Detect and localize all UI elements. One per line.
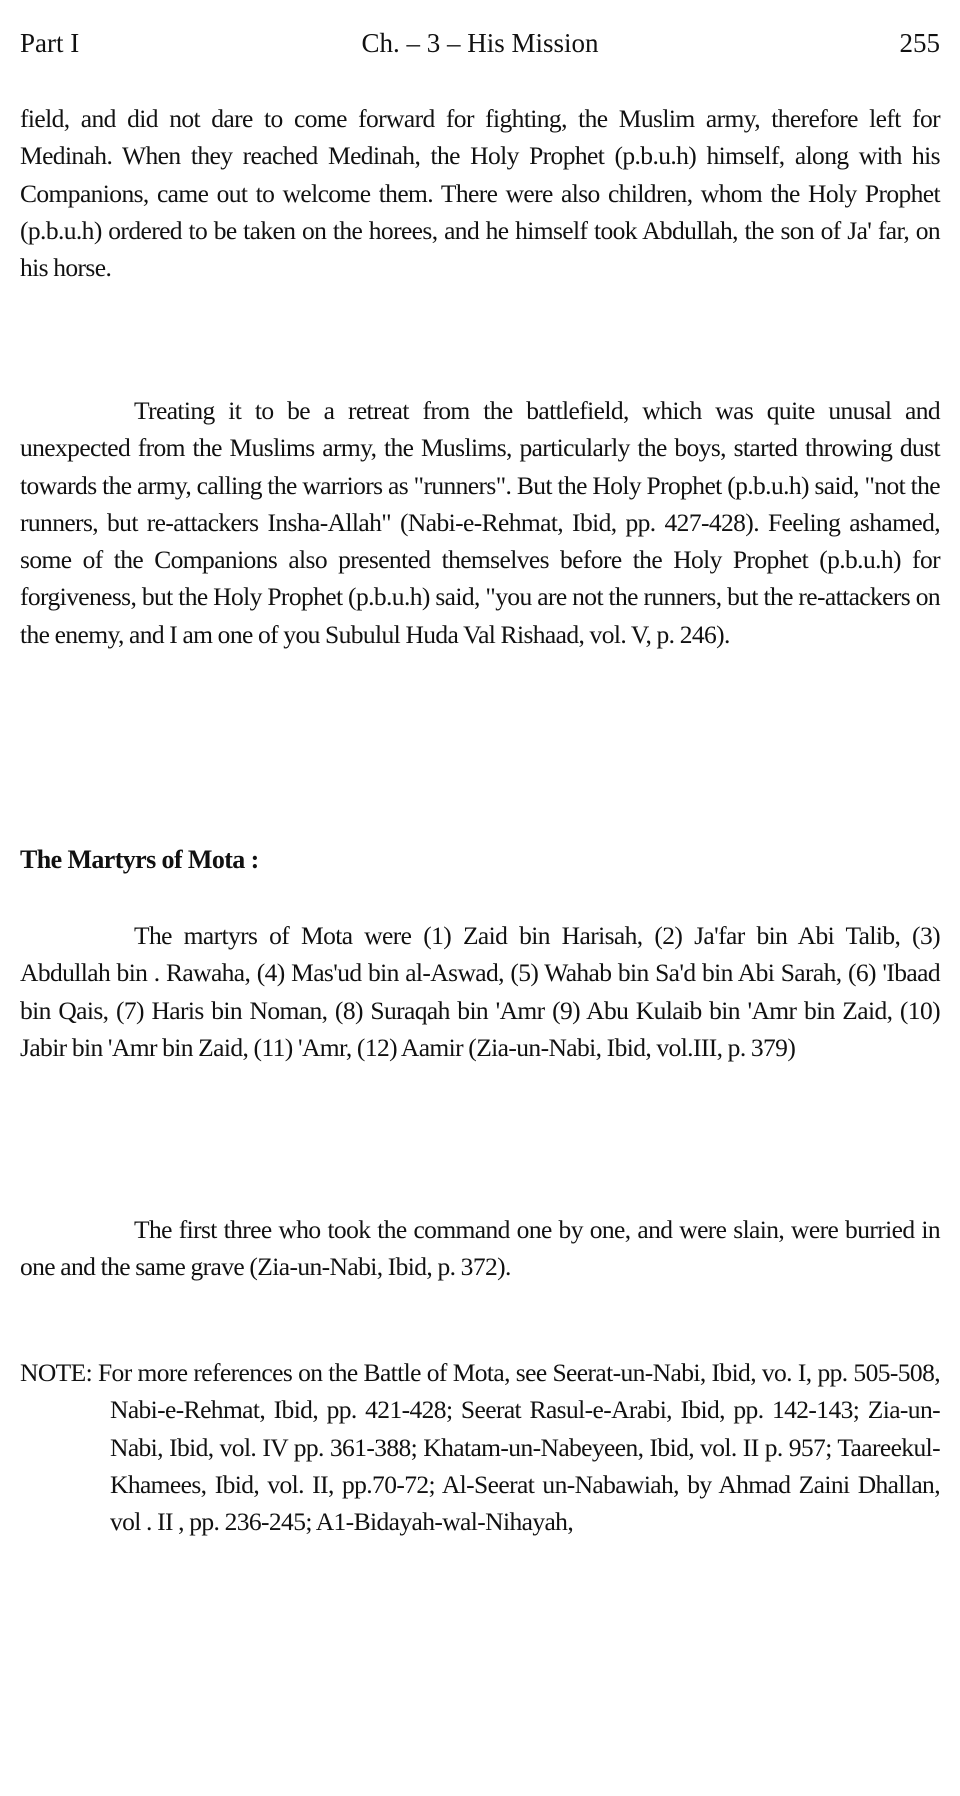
running-header — [20, 26, 940, 60]
paragraph-martyrs-list: The martyrs of Mota were (1) Zaid bin Harisah, (2) Ja'far bin Abi Talib, (3) Abdullah bin . Rawaha, (4) Mas'ud bin al-Aswad, (5) Wahab bin Sa'd bin Abi Sarah, (6) 'Ibaad bin Qais, (7) Haris bin Noman, (8) Suraqah bin 'Amr (9) Abu Kulaib bin 'Amr bin Zaid, (10) Jabir bin 'Amr bin Zaid, (11) 'Amr, (12) Aamir (Zia-un-Nabi, Ibid, vol.III, p. 379) — [20, 921, 940, 1062]
section-heading: The Martyrs of Mota : — [20, 845, 259, 874]
page-number: 255 — [899, 28, 940, 58]
paragraph-first-three: The first three who took the command one by one, and were slain, were burried in one and the same grave (Zia-un-Nabi, Ibid, p. 372). — [20, 1215, 940, 1282]
references-note: NOTE: For more references on the Battle of Mota, see Seerat-un-Nabi, Ibid, vo. I, pp. 505-508, Nabi-e-Rehmat, Ibid, pp. 421-428; Seerat Rasul-e-Arabi, Ibid, pp. 142-143; Zia-un-Nabi, Ibid, vol. IV pp. 361-388; Khatam-un-Nabeyeen, Ibid, vol. II p. 957; Taareekul-Khamees, Ibid, vol. II, pp.70-72; Al-Seerat un-Nabawiah, by Ahmad Zaini Dhallan, vol . II , pp. 236-245; A1-Bidayah-wal-Nihayah, — [20, 1358, 940, 1537]
chapter-title: Ch. – 3 – His Mission — [361, 28, 599, 58]
paragraph-arrival-medinah: field, and did not dare to come forward for fighting, the Muslim army, therefore left for Medinah. When they reached Medinah, the Holy Prophet (p.b.u.h) himself, along with his Companions, came out to welcome them. There were also children, whom the Holy Prophet (p.b.u.h) ordered to be taken on the horees, and he himself took Abdullah, the son of Ja' far, on his horse. — [20, 104, 940, 283]
paragraph-retreat: Treating it to be a retreat from the battlefield, which was quite unusal and unexpected from the Muslims army, the Muslims, particularly the boys, started throwing dust towards the army, calling the warriors as "runners". But the Holy Prophet (p.b.u.h) said, "not the runners, but re-attackers Insha-Allah" (Nabi-e-Rehmat, Ibid, pp. 427-428). Feeling ashamed, some of the Companions also presented themselves before the Holy Prophet (p.b.u.h) for forgiveness, but the Holy Prophet (p.b.u.h) said, "you are not the runners, but the re-attackers on the enemy, and I am one of you Subulul Huda Val Rishaad, vol. V, p. 246). — [20, 396, 940, 649]
part-label: Part I — [20, 28, 80, 58]
